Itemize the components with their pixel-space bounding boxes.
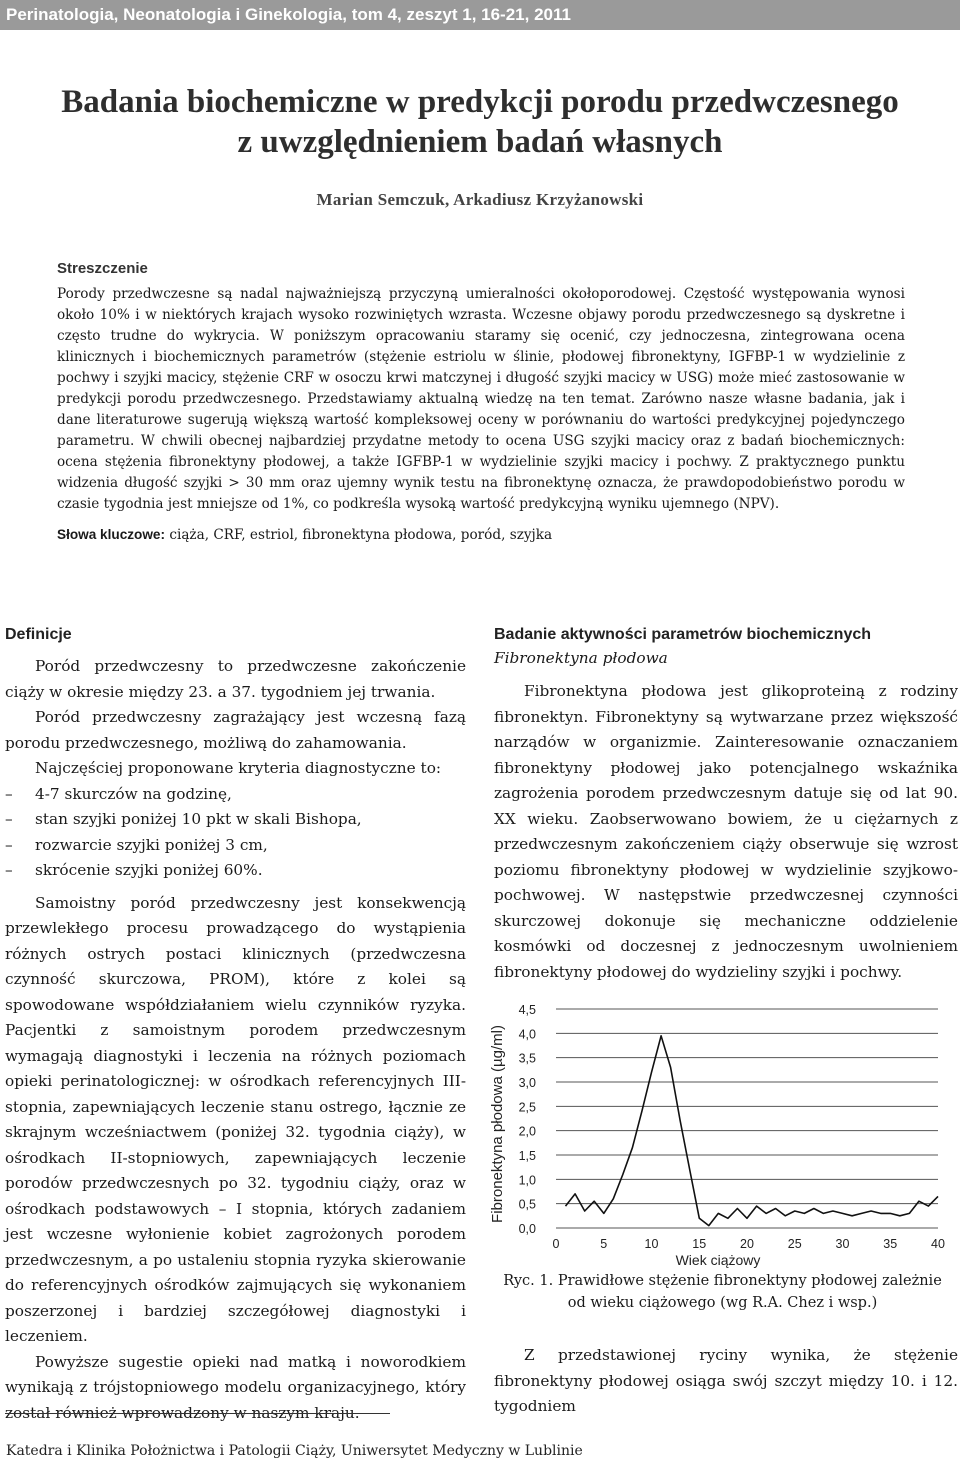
paragraph-spontaneous-preterm: Samoistny poród przedwczesny jest konsekwencją przewlekłego procesu prowadzącego do wystąpienia różnych ostrych postaci klinicznych (przedwczesna czynność skurczowa, PROM), które z kolei są spowodowane współdziałaniem wielu czynników ryzyka. Pacjentki z samoistnym porodem przedwczesnym wymagają diagnostyki i leczenia na różnych poziomach opieki perinatologicznej: w ośrodkach referencyjnych III-stopnia, zapewniających leczenie stanu ostrego, łącznie ze skrajnym wcześniactwem (poniżej 32. tygodnia ciąży), w ośrodkach II-stopniowych, zapewniających leczenie porodów przedwczesnych po 32. tygodniu ciąży, oraz w ośrodkach podstawowych – I stopnia, których zadaniem jest wczesne wyłonienie kobiet zagrożonych porodem przedwczesnym, a po ustaleniu stopnia ryzyka skierowanie do referencyjnych ośrodków zajmujących się wykonaniem poszerzonej i bardziej szczegółowej diagnostyki i leczeniem. — [5, 893, 466, 1345]
keywords-list: ciąża, CRF, estriol, fibronektyna płodowa, poród, szyjka — [169, 527, 553, 543]
chart-gridlines — [556, 1009, 938, 1228]
chart-y-tick-label: 2,0 — [518, 1124, 536, 1139]
authors — [0, 190, 960, 210]
chart-x-axis-label: Wiek ciążowy — [675, 1252, 761, 1268]
list-item: – stan szyjki poniżej 10 pkt w skali Bishopa, — [5, 807, 466, 833]
figure-caption — [500, 1270, 945, 1314]
left-column — [5, 624, 466, 1426]
chart-x-tick-label: 35 — [883, 1237, 898, 1251]
paragraph-fibronectin: Fibronektyna płodowa jest glikoproteiną z rodziny fibronektyn. Fibronektyny są wytwarzane przez większość narządów w organizmie. Zainteresowanie oznaczaniem fibronektyny płodowej jako potencjalnego wskaźnika zagrożenia porodem przedwczesnym datuje się od lat 90. XX wieku. Zaobserwowano bowiem, że u ciężarnych z przedwczesnym zakończeniem ciąży obserwuje się wzrost poziomu fibronektyny płodowej w wydzielinie szyjkowo-pochwowej. W następstwie przedwczesnej czynności skurczowej dokonuje się mechaniczne oddzielenie kosmówki od doczesnej z jednoczesnym uwolnieniem fibronektyny płodowej do wydzieliny szyjki i pochwy. — [494, 682, 958, 981]
chart-x-tick-label: 0 — [552, 1237, 560, 1251]
chart-y-tick-label: 2,5 — [518, 1100, 536, 1115]
chart-y-tick-label: 1,5 — [518, 1149, 536, 1163]
list-item: – 4-7 skurczów na godzinę, — [5, 782, 466, 808]
section-heading-biochemical: Badanie aktywności parametrów biochemicznych — [494, 626, 872, 643]
chart-y-tick-label: 3,0 — [518, 1076, 536, 1090]
chart-y-tick-label: 1,0 — [518, 1173, 536, 1188]
list-item: – rozwarcie szyjki poniżej 3 cm, — [5, 833, 466, 859]
author-2 — [453, 190, 643, 209]
footer-divider — [5, 1413, 390, 1414]
chart-y-tick-label: 4,5 — [518, 1003, 536, 1017]
chart-x-tick-labels — [553, 1237, 945, 1251]
chart-x-tick-label: 40 — [931, 1237, 945, 1251]
chart-y-tick-label: 0,0 — [518, 1222, 536, 1236]
keywords-label: Słowa kluczowe: — [57, 527, 166, 542]
fibronectin-chart — [486, 992, 958, 1270]
chart-y-tick-label: 0,5 — [518, 1197, 536, 1212]
chart-x-tick-label: 20 — [740, 1237, 754, 1251]
criteria-intro: Najczęściej proponowane kryteria diagnostyczne to: — [35, 759, 442, 777]
paragraph-care-model: Powyższe sugestie opieki nad matką i noworodkiem wynikają z trójstopniowego modelu organizacyjnego, który został również wprowadzony w naszym kraju. — [5, 1352, 466, 1422]
chart-x-tick-label: 25 — [787, 1237, 802, 1251]
article-title — [0, 82, 960, 162]
author-separator: , — [444, 190, 454, 209]
author-2-last: Krzyżanowski — [535, 190, 644, 209]
journal-header: Perinatologia, Neonatologia i Ginekologia, tom 4, zeszyt 1, 16-21, 2011 — [0, 0, 960, 30]
chart-y-tick-label: 4,0 — [518, 1027, 536, 1042]
caption-line-1: Ryc. 1. Prawidłowe stężenie fibronektyny płodowej zależnie — [503, 1273, 942, 1289]
title-line-1: Badania biochemiczne w predykcji porodu przedwczesnego — [61, 84, 899, 120]
section-heading-definitions: Definicje — [5, 626, 72, 643]
criteria-list — [5, 782, 466, 884]
author-1-first: Marian — [316, 190, 374, 209]
caption-line-2: od wieku ciążowego (wg R.A. Chez i wsp.) — [567, 1295, 878, 1311]
abstract — [57, 258, 905, 546]
definition-2: Poród przedwczesny zagrażający jest wczesną fazą porodu przedwczesnego, możliwą do zahamowania. — [5, 708, 466, 752]
chart-y-tick-label: 3,5 — [518, 1051, 536, 1066]
chart-x-tick-label: 15 — [692, 1237, 707, 1251]
title-line-2: z uwzględnieniem badań własnych — [237, 124, 723, 160]
keywords — [57, 524, 905, 546]
paragraph-figure-conclusion: Z przedstawionej ryciny wynika, że stężenie fibronektyny płodowej osiąga swój szczyt między 10. i 12. tygodniem — [494, 1346, 958, 1415]
chart-y-axis-label: Fibronektyna płodowa (µg/ml) — [489, 1025, 506, 1223]
chart-x-tick-label: 30 — [835, 1237, 850, 1251]
author-1-last: Semczuk — [377, 190, 445, 209]
definition-1: Poród przedwczesny to przedwczesne zakończenie ciąży w okresie między 23. a 37. tygodniem jej trwania. — [5, 657, 466, 701]
author-2-first: Arkadiusz — [453, 190, 532, 209]
chart-x-tick-label: 10 — [644, 1237, 659, 1251]
right-column — [494, 624, 958, 985]
subheading-fibronectin: Fibronektyna płodowa — [494, 649, 668, 667]
author-1 — [317, 190, 445, 209]
abstract-text: Porody przedwczesne są nadal najważniejszą przyczyną umieralności okołoporodowej. Częstość występowania wynosi około 10% i w niektórych krajach wysoko rozwiniętych wzrasta. Wczesne objawy porodu przedwczesnego są dyskretne i często trudne do wykrycia. W poniższym opracowaniu staramy się ocenić, czy jednoczesna, zintegrowana ocena klinicznych i biochemicznych parametrów (stężenie estriolu w ślinie, płodowej fibronektyny, IGFBP-1 w wydzielinie z pochwy i szyjki macicy, stężenie CRF w osoczu krwi matczynej i długość szyjki macicy w USG) może mieć zastosowanie w predykcji porodu przedwczesnego. Przedstawiamy aktualną wiedzę na ten temat. Zarówno nasze własne badania, jak i dane literaturowe sugerują większą wartość kompleksowej oceny w porównaniu do wartości predykcyjnej pojedynczego parametru. W chwili obecnej najbardziej przydatne metody to ocena USG szyjki macicy oraz z badań biochemicznych: ocena stężenia fibronektyny płodowej, a także IGFBP-1 w wydzielinie szyjki macicy i pochwy. Z praktycznego punktu widzenia długość szyjki > 30 mm oraz ujemny wynik testu na fibronektynę oznacza, że prawdopodobieństwo porodu w czasie tygodnia jest mniejsze od 1%, co podkreśla wysoką wartość predykcyjną wyniku ujemnego (NPV). — [57, 286, 905, 512]
abstract-heading: Streszczenie — [57, 260, 148, 277]
chart-y-tick-labels — [519, 1003, 536, 1236]
footer-affiliation: Katedra i Klinika Położnictwa i Patologii Ciąży, Uniwersytet Medyczny w Lublinie — [6, 1443, 583, 1459]
list-item: – skrócenie szyjki poniżej 60%. — [5, 858, 466, 884]
chart-x-tick-label: 5 — [600, 1237, 608, 1251]
right-column-continued — [494, 1343, 958, 1420]
